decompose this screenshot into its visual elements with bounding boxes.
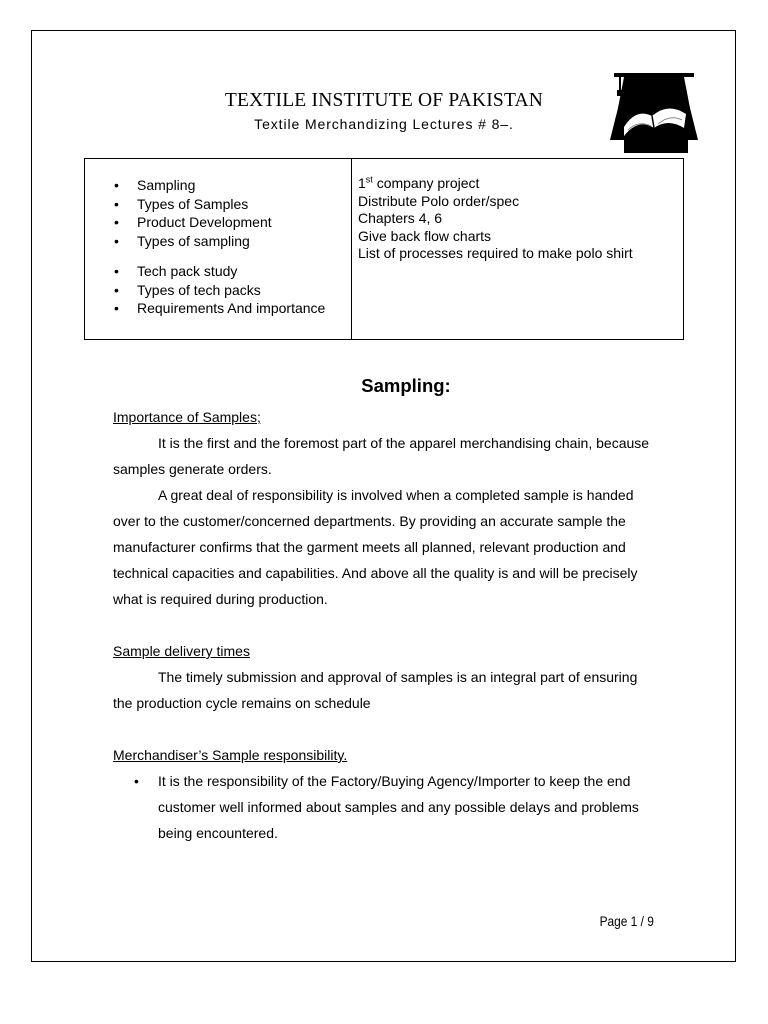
section-title: Sampling: [361, 375, 451, 396]
list-item: • Types of sampling [85, 232, 351, 251]
list-item: • Requirements And importance [85, 299, 351, 318]
list-item: • Product Development [85, 213, 351, 232]
list-item: • Sampling [85, 176, 351, 195]
agenda-line-text: company project [372, 175, 480, 191]
responsibility-heading: Merchandiser’s Sample responsibility. [113, 747, 348, 763]
importance-paragraph-1: It is the first and the foremost part of the apparel merchandising chain, because samples generate orders. [113, 435, 650, 477]
agenda-line: Give back flow charts [358, 227, 492, 244]
lecture-subtitle: Textile Merchandizing Lectures # 8–. [254, 116, 514, 132]
responsibility-section [113, 742, 653, 846]
agenda-line: Distribute Polo order/spec [358, 192, 520, 209]
importance-paragraph-2: A great deal of responsibility is involved when a completed sample is handed over to the customer/concerned departments. By providing an accurate sample the manufacturer confirms that the garment meets all planned, relevant production and technical capacities and capabilities. And above all the quality is and will be precisely what is required during production. [113, 487, 638, 607]
graduation-cap-logo-icon [606, 72, 702, 156]
agenda-ordinal-suffix: st [365, 174, 373, 185]
institute-title: TEXTILE INSTITUTE OF PAKISTAN [224, 90, 544, 111]
responsibility-list [113, 768, 653, 846]
topics-list-group-1 [85, 176, 351, 250]
list-item: • Types of tech packs [85, 281, 351, 300]
topics-table [84, 158, 684, 340]
topics-list-group-2 [85, 262, 351, 318]
delivery-paragraph: The timely submission and approval of samples is an integral part of ensuring the production cycle remains on schedule [113, 669, 638, 711]
agenda-line [358, 175, 683, 193]
agenda-ordinal-number: 1 [358, 175, 366, 191]
delivery-section [113, 638, 653, 716]
importance-section [113, 404, 653, 612]
page-number: Page 1 / 9 [599, 913, 654, 929]
list-item: • It is the responsibility of the Factory/Buying Agency/Importer to keep the end customer well informed about samples and any possible delays and problems being encountered. [113, 768, 653, 846]
agenda-line: Chapters 4, 6 [358, 210, 443, 226]
agenda-line: List of processes required to make polo shirt [358, 245, 633, 261]
topics-list-cell [85, 159, 352, 339]
list-item: • Tech pack study [85, 262, 351, 281]
list-item: • Types of Samples [85, 195, 351, 214]
importance-heading: Importance of Samples; [113, 409, 261, 425]
agenda-cell [352, 159, 683, 339]
delivery-heading: Sample delivery times [113, 643, 250, 659]
